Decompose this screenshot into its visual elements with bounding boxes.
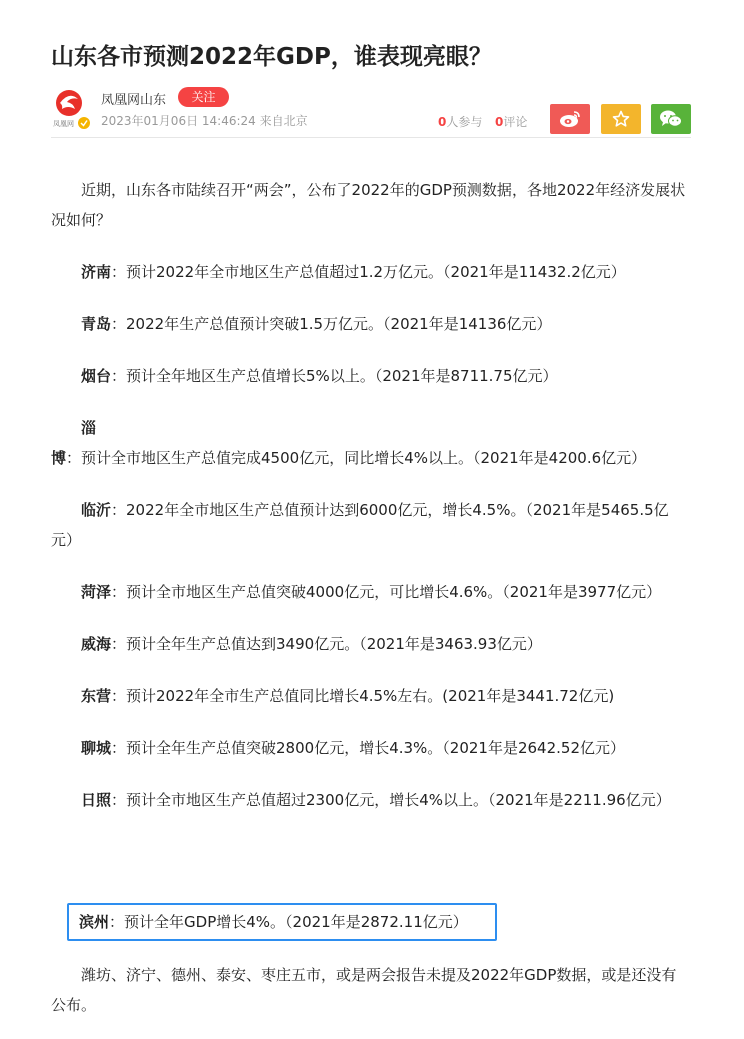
city-text: ：2022年生产总值预计突破1.5万亿元。（2021年是14136亿元） (111, 315, 552, 333)
city-paragraph (51, 681, 691, 711)
city-name: 济南 (81, 263, 112, 281)
participants-count: 0 (438, 115, 447, 129)
city-name: 淄博 (51, 419, 97, 467)
share-wechat-button[interactable] (651, 104, 691, 134)
city-name: 日照 (81, 791, 112, 809)
city-name: 菏泽 (81, 583, 112, 601)
phoenix-logo (51, 88, 91, 130)
city-text: ：预计全市地区生产总值完成4500亿元，同比增长4%以上。（2021年是4200.6亿元） (66, 449, 647, 467)
article-title: 山东各市预测2022年GDP，谁表现亮眼？ (51, 44, 492, 70)
publish-datetime: 2023年01月06日 14:46:24 来自北京 (101, 114, 308, 128)
weibo-icon (558, 109, 582, 129)
city-text: ：预计全年生产总值突破2800亿元，增长4.3%。（2021年是2642.52亿元） (111, 739, 626, 757)
outro-paragraph: 潍坊、济宁、德州、泰安、枣庄五市，或是两会报告未提及2022年GDP数据，或是还没有公布。 (51, 966, 677, 1014)
city-text: ：预计全年生产总值达到3490亿元。（2021年是3463.93亿元） (111, 635, 542, 653)
city-name: 滨州 (79, 913, 110, 931)
city-paragraph (51, 361, 691, 391)
city-paragraph (51, 413, 691, 473)
comments-count: 0 (495, 115, 504, 129)
city-text: ：预计2022年全市生产总值同比增长4.5%左右。(2021年是3441.72亿元) (111, 687, 615, 705)
city-text: ：预计全年地区生产总值增长5%以上。（2021年是8711.75亿元） (111, 367, 558, 385)
city-name: 聊城 (81, 739, 112, 757)
article-meta (51, 86, 691, 138)
city-name: 青岛 (81, 315, 112, 333)
star-icon (612, 110, 630, 128)
city-paragraph (51, 629, 691, 659)
city-paragraph (51, 577, 691, 607)
follow-button[interactable]: 关注 (178, 87, 229, 107)
source-logo[interactable] (51, 88, 91, 130)
participants-stat[interactable] (438, 113, 482, 130)
city-name: 东营 (81, 687, 112, 705)
city-paragraph (51, 309, 691, 339)
city-text: ：预计全市地区生产总值超过2300亿元，增长4%以上。（2021年是2211.96亿元） (111, 791, 671, 809)
city-text: ：预计2022年全市地区生产总值超过1.2万亿元。（2021年是11432.2亿元） (111, 263, 626, 281)
city-text: ：预计全市地区生产总值突破4000亿元，可比增长4.6%。（2021年是3977亿元） (111, 583, 662, 601)
city-text: ：2022年全市地区生产总值预计达到6000亿元，增长4.5%。（2021年是5465.5亿元） (51, 501, 669, 549)
source-name[interactable]: 凤凰网山东 (101, 93, 167, 108)
city-name: 临沂 (81, 501, 112, 519)
city-name: 威海 (81, 635, 112, 653)
highlight-paragraph (79, 907, 468, 937)
wechat-icon (659, 109, 683, 129)
city-paragraph (51, 733, 691, 763)
logo-text: 凤凰网 (53, 120, 74, 128)
verified-icon (78, 117, 90, 129)
favorite-button[interactable] (601, 104, 641, 134)
city-paragraph (51, 785, 691, 815)
city-text: ：预计全年GDP增长4%。（2021年是2872.11亿元） (109, 913, 468, 931)
city-paragraph (51, 495, 691, 555)
intro-paragraph: 近期，山东各市陆续召开“两会”，公布了2022年的GDP预测数据，各地2022年经济发展状况如何？ (51, 181, 686, 229)
city-paragraph (51, 257, 691, 287)
participants-label: 人参与 (446, 115, 483, 129)
city-name: 烟台 (81, 367, 112, 385)
comments-label: 评论 (503, 115, 528, 129)
share-weibo-button[interactable] (550, 104, 590, 134)
comments-stat[interactable] (495, 113, 527, 130)
article-body (51, 175, 691, 837)
